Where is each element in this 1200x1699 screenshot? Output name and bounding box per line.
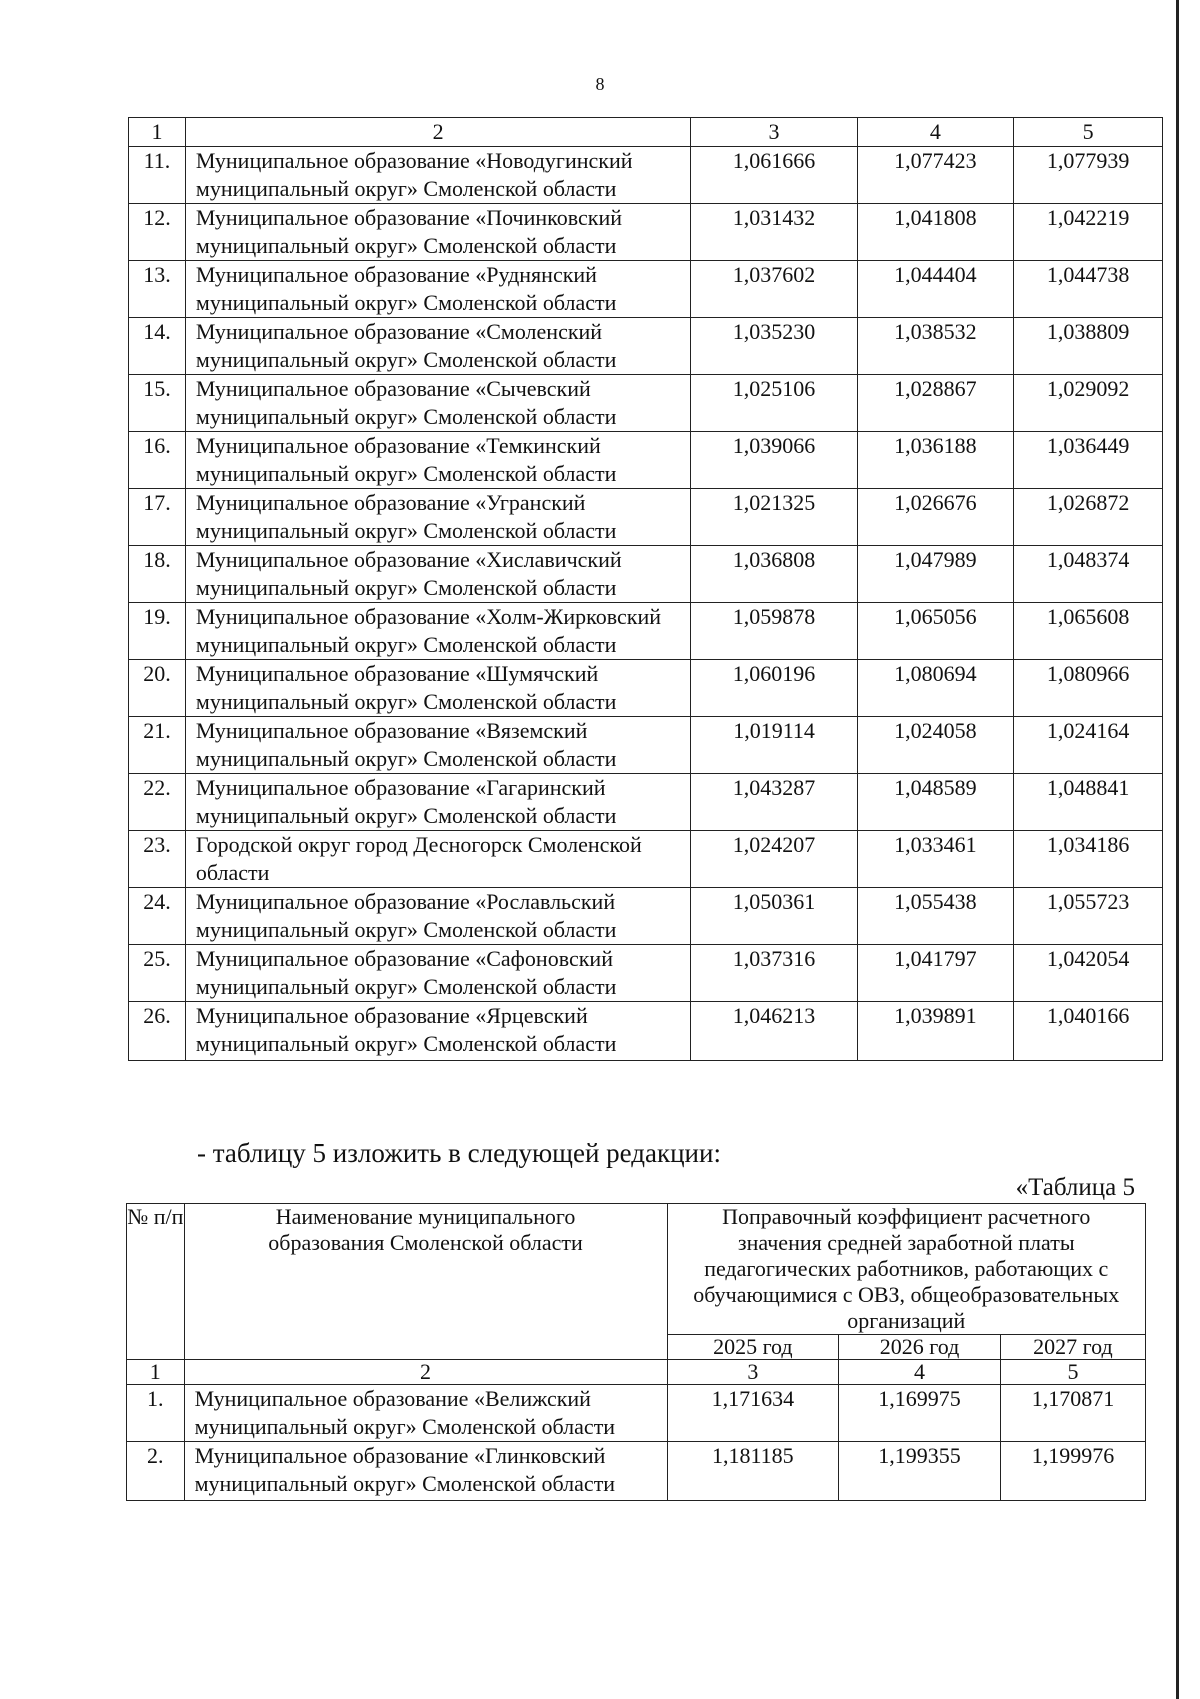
instruction-text: - таблицу 5 изложить в следующей редакции: (197, 1138, 721, 1168)
coefficient-value: 1,035230 (691, 318, 857, 375)
coefficient-value: 1,080966 (1014, 660, 1163, 717)
coefficient-value: 1,037602 (691, 261, 857, 318)
coefficient-value: 1,039066 (691, 432, 857, 489)
municipality-name: Муниципальное образование «Ярцевский муниципальный округ» Смоленской области (185, 1002, 691, 1061)
row-number: 19. (129, 603, 186, 660)
table-row (129, 147, 1163, 204)
row-number: 24. (129, 888, 186, 945)
coefficient-value: 1,077939 (1014, 147, 1163, 204)
row-number: 14. (129, 318, 186, 375)
column-number: 2 (185, 118, 691, 147)
row-number: 13. (129, 261, 186, 318)
coefficient-value: 1,050361 (691, 888, 857, 945)
coefficient-value: 1,065608 (1014, 603, 1163, 660)
row-number: 11. (129, 147, 186, 204)
coefficient-value: 1,170871 (1000, 1385, 1145, 1442)
table-row (129, 831, 1163, 888)
row-number: 25. (129, 945, 186, 1002)
table-row (129, 204, 1163, 261)
coefficient-value: 1,048589 (857, 774, 1013, 831)
coefficient-value: 1,021325 (691, 489, 857, 546)
coefficient-value: 1,024058 (857, 717, 1013, 774)
municipality-name: Муниципальное образование «Угранский муниципальный округ» Смоленской области (185, 489, 691, 546)
municipality-name: Муниципальное образование «Смоленский муниципальный округ» Смоленской области (185, 318, 691, 375)
coefficient-value: 1,026676 (857, 489, 1013, 546)
table-caption: «Таблица 5 (1015, 1174, 1135, 1201)
municipality-name: Муниципальное образование «Холм-Жирковский муниципальный округ» Смоленской области (185, 603, 691, 660)
row-number: 16. (129, 432, 186, 489)
column-header-coefficient: Поправочный коэффициент расчетного значения средней заработной платы педагогических работников, работающих с обучающимися с ОВЗ, общеобразовательных организаций (667, 1204, 1146, 1335)
row-number: 22. (129, 774, 186, 831)
coefficient-value: 1,044738 (1014, 261, 1163, 318)
municipality-name: Муниципальное образование «Вяземский муниципальный округ» Смоленской области (185, 717, 691, 774)
coefficient-value: 1,048374 (1014, 546, 1163, 603)
coefficient-value: 1,048841 (1014, 774, 1163, 831)
coefficient-value: 1,043287 (691, 774, 857, 831)
municipality-name: Муниципальное образование «Новодугинский муниципальный округ» Смоленской области (185, 147, 691, 204)
column-number: 4 (857, 118, 1013, 147)
coefficient-value: 1,041808 (857, 204, 1013, 261)
coefficient-value: 1,039891 (857, 1002, 1013, 1061)
municipality-name: Муниципальное образование «Руднянский муниципальный округ» Смоленской области (185, 261, 691, 318)
table-row (129, 717, 1163, 774)
coefficient-value: 1,034186 (1014, 831, 1163, 888)
column-number: 3 (691, 118, 857, 147)
table-row (129, 1002, 1163, 1061)
coefficient-value: 1,055723 (1014, 888, 1163, 945)
row-number: 20. (129, 660, 186, 717)
table-column-numbering (129, 118, 1163, 147)
coefficient-value: 1,065056 (857, 603, 1013, 660)
row-number: 26. (129, 1002, 186, 1061)
row-number: 2. (127, 1442, 185, 1501)
coefficient-value: 1,042219 (1014, 204, 1163, 261)
column-number: 4 (839, 1360, 1001, 1385)
page-number: 8 (595, 74, 605, 94)
table-row (129, 660, 1163, 717)
municipality-name: Муниципальное образование «Глинковский муниципальный округ» Смоленской области (184, 1442, 667, 1501)
municipality-name: Муниципальное образование «Рославльский муниципальный округ» Смоленской области (185, 888, 691, 945)
year-header: 2027 год (1000, 1335, 1145, 1360)
column-number: 5 (1000, 1360, 1145, 1385)
coefficient-value: 1,019114 (691, 717, 857, 774)
coefficient-value: 1,036449 (1014, 432, 1163, 489)
column-number: 3 (667, 1360, 839, 1385)
coefficient-value: 1,025106 (691, 375, 857, 432)
coefficient-value: 1,077423 (857, 147, 1013, 204)
municipality-name: Муниципальное образование «Гагаринский муниципальный округ» Смоленской области (185, 774, 691, 831)
coefficient-value: 1,046213 (691, 1002, 857, 1061)
coefficient-table-continued (128, 117, 1163, 1061)
coefficient-value: 1,024207 (691, 831, 857, 888)
table-header-row (127, 1204, 1146, 1335)
coefficient-value: 1,044404 (857, 261, 1013, 318)
municipality-name: Городской округ город Десногорск Смоленской области (185, 831, 691, 888)
row-number: 18. (129, 546, 186, 603)
table-row (129, 774, 1163, 831)
coefficient-value: 1,040166 (1014, 1002, 1163, 1061)
coefficient-value: 1,199355 (839, 1442, 1001, 1501)
table-row (127, 1442, 1146, 1501)
table-row (129, 888, 1163, 945)
row-number: 17. (129, 489, 186, 546)
coefficient-value: 1,080694 (857, 660, 1013, 717)
coefficient-value: 1,042054 (1014, 945, 1163, 1002)
coefficient-value: 1,060196 (691, 660, 857, 717)
municipality-name: Муниципальное образование «Темкинский муниципальный округ» Смоленской области (185, 432, 691, 489)
coefficient-value: 1,024164 (1014, 717, 1163, 774)
row-number: 1. (127, 1385, 185, 1442)
column-number: 5 (1014, 118, 1163, 147)
coefficient-value: 1,026872 (1014, 489, 1163, 546)
table-row (129, 318, 1163, 375)
coefficient-value: 1,199976 (1000, 1442, 1145, 1501)
scan-edge (1176, 0, 1179, 1699)
coefficient-value: 1,028867 (857, 375, 1013, 432)
table-row (127, 1385, 1146, 1442)
column-header-number: № п/п (127, 1204, 185, 1360)
coefficient-value: 1,036808 (691, 546, 857, 603)
coefficient-value: 1,031432 (691, 204, 857, 261)
table-row (129, 261, 1163, 318)
coefficient-value: 1,038809 (1014, 318, 1163, 375)
coefficient-value: 1,181185 (667, 1442, 839, 1501)
coefficient-value: 1,033461 (857, 831, 1013, 888)
coefficient-value: 1,041797 (857, 945, 1013, 1002)
table-row (129, 546, 1163, 603)
table-row (129, 945, 1163, 1002)
coefficient-value: 1,038532 (857, 318, 1013, 375)
coefficient-value: 1,029092 (1014, 375, 1163, 432)
table-row (129, 432, 1163, 489)
year-header: 2025 год (667, 1335, 839, 1360)
coefficient-value: 1,036188 (857, 432, 1013, 489)
table-column-numbering (127, 1360, 1146, 1385)
row-number: 23. (129, 831, 186, 888)
column-number: 1 (129, 118, 186, 147)
municipality-name: Муниципальное образование «Велижский муниципальный округ» Смоленской области (184, 1385, 667, 1442)
municipality-name: Муниципальное образование «Сафоновский муниципальный округ» Смоленской области (185, 945, 691, 1002)
column-header-name: Наименование муниципального образования Смоленской области (184, 1204, 667, 1360)
municipality-name: Муниципальное образование «Шумячский муниципальный округ» Смоленской области (185, 660, 691, 717)
table-row (129, 489, 1163, 546)
coefficient-value: 1,059878 (691, 603, 857, 660)
table-row (129, 375, 1163, 432)
row-number: 21. (129, 717, 186, 774)
municipality-name: Муниципальное образование «Хиславичский муниципальный округ» Смоленской области (185, 546, 691, 603)
row-number: 15. (129, 375, 186, 432)
coefficient-value: 1,171634 (667, 1385, 839, 1442)
column-number: 1 (127, 1360, 185, 1385)
row-number: 12. (129, 204, 186, 261)
table-row (129, 603, 1163, 660)
coefficient-value: 1,061666 (691, 147, 857, 204)
coefficient-value: 1,047989 (857, 546, 1013, 603)
coefficient-value: 1,169975 (839, 1385, 1001, 1442)
municipality-name: Муниципальное образование «Сычевский муниципальный округ» Смоленской области (185, 375, 691, 432)
coefficient-value: 1,037316 (691, 945, 857, 1002)
municipality-name: Муниципальное образование «Починковский муниципальный округ» Смоленской области (185, 204, 691, 261)
coefficient-value: 1,055438 (857, 888, 1013, 945)
table-5 (126, 1203, 1146, 1501)
year-header: 2026 год (839, 1335, 1001, 1360)
column-number: 2 (184, 1360, 667, 1385)
